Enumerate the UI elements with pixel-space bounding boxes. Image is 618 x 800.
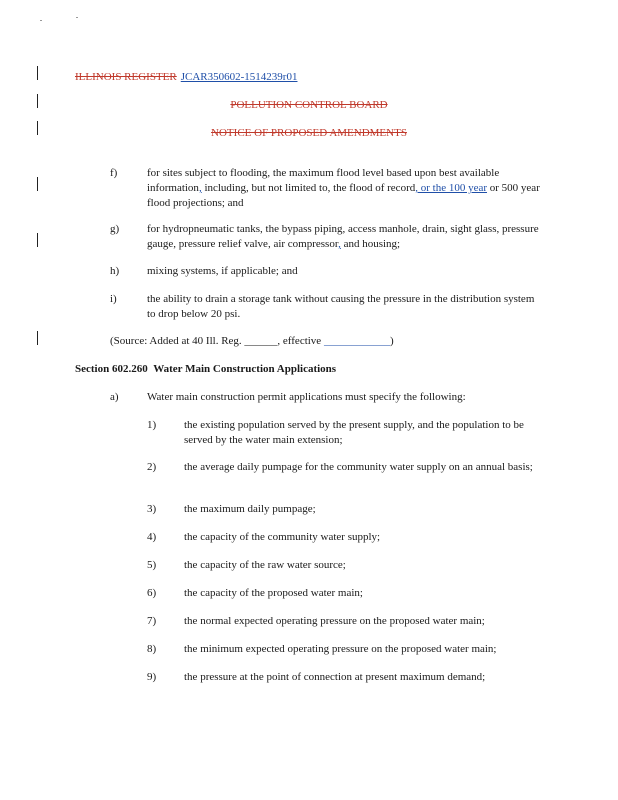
change-bar	[37, 233, 38, 247]
register-header	[75, 70, 297, 85]
item-f-text: for sites subject to flooding, the maximum flood level based upon best available information, including, but not limited to, the flood of record, or the 100 year or 500 year flood projections; and	[147, 167, 540, 209]
register-id-inserted: JCAR350602-1514239r01	[180, 71, 298, 83]
subitem-marker: 5)	[147, 559, 157, 571]
section-title: Water Main Construction Applications	[153, 363, 337, 375]
section-heading	[75, 362, 336, 377]
subitem-marker: 7)	[147, 615, 157, 627]
subitem-text: the normal expected operating pressure on the proposed water main;	[184, 615, 485, 627]
subitem-marker: 9)	[147, 671, 157, 683]
subitem-text: the capacity of the community water supply;	[184, 531, 381, 543]
subitem-text: the existing population served by the present supply, and the population to be served by the water main extension;	[184, 419, 524, 446]
change-bar	[37, 66, 38, 80]
subitem-text: the capacity of the raw water source;	[184, 559, 346, 571]
change-bar	[37, 177, 38, 191]
register-title-deleted: ILLINOIS REGISTER	[75, 71, 177, 83]
item-marker: i)	[110, 293, 117, 305]
notice-title: NOTICE OF PROPOSED AMENDMENTS	[211, 127, 407, 139]
change-bar	[37, 331, 38, 345]
subitem-marker: 6)	[147, 587, 157, 599]
item-h-text: mixing systems, if applicable; and	[147, 265, 298, 277]
section-number: Section 602.260	[75, 363, 148, 375]
subitem-marker: 4)	[147, 531, 157, 543]
item-marker: f)	[110, 167, 118, 179]
subitem-marker: 8)	[147, 643, 157, 655]
item-marker: h)	[110, 265, 120, 277]
subitem-text: the maximum daily pumpage;	[184, 503, 316, 515]
scan-speck	[76, 17, 78, 18]
para-marker: a)	[110, 391, 119, 403]
subitem-text: the pressure at the point of connection at present maximum demand;	[184, 671, 486, 683]
subitem-text: the minimum expected operating pressure on the proposed water main;	[184, 643, 497, 655]
scan-speck	[40, 20, 42, 21]
subitem-text: the average daily pumpage for the community water supply on an annual basis;	[184, 461, 533, 473]
subitem-marker: 3)	[147, 503, 157, 515]
item-g-text: for hydropneumatic tanks, the bypass piping, access manhole, drain, sight glass, pressure gauge, pressure relief valve, air compressor, and housing;	[147, 223, 539, 250]
para-a-text: Water main construction permit applications must specify the following:	[147, 391, 466, 403]
item-marker: g)	[110, 223, 120, 235]
subitem-marker: 2)	[147, 461, 157, 473]
subitem-text: the capacity of the proposed water main;	[184, 587, 363, 599]
subitem-marker: 1)	[147, 419, 157, 431]
source-note: (Source: Added at 40 Ill. Reg. ______, effective ____________)	[110, 335, 394, 347]
item-i-text: the ability to drain a storage tank without causing the pressure in the distribution system to drop below 20 psi.	[147, 293, 535, 320]
board-title: POLLUTION CONTROL BOARD	[230, 99, 388, 111]
